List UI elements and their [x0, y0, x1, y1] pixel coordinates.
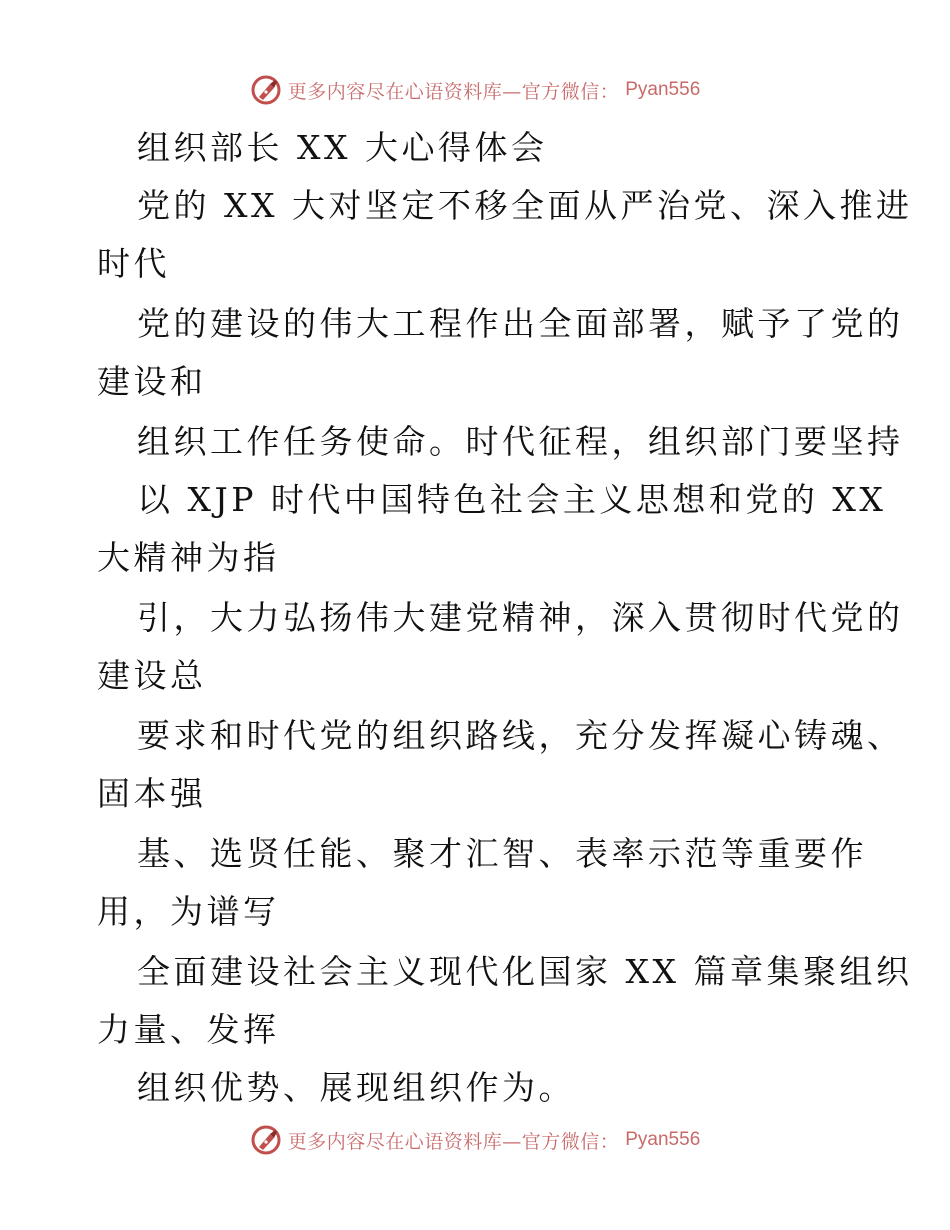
paragraph-line: 组织优势、展现组织作为。 [137, 1068, 575, 1107]
paragraph-line: 建设和 [97, 362, 207, 401]
paragraph-line: 党的建设的伟大工程作出全面部署，赋予了党的 [137, 304, 904, 343]
document-title: 组织部长 XX 大心得体会 [137, 128, 548, 167]
pen-nib-logo-icon [250, 1124, 282, 1156]
paragraph-line: 时代 [97, 244, 170, 283]
paragraph-line: 全面建设社会主义现代化国家 XX 篇章集聚组织 [137, 952, 913, 991]
paragraph-line: 要求和时代党的组织路线，充分发挥凝心铸魂、 [137, 716, 904, 755]
footer-banner [0, 1120, 950, 1160]
paragraph-line: 建设总 [97, 656, 207, 695]
paragraph-line: 力量、发挥 [97, 1010, 280, 1049]
header-banner [0, 70, 950, 110]
paragraph-line: 引，大力弘扬伟大建党精神，深入贯彻时代党的 [137, 598, 904, 637]
paragraph-line: 基、选贤任能、聚才汇智、表率示范等重要作 [137, 834, 867, 873]
banner-wechat-id: Pyan556 [625, 79, 701, 100]
banner-text: 更多内容尽在心语资料库—官方微信： [287, 80, 620, 103]
paragraph-line: 以 XJP 时代中国特色社会主义思想和党的 XX [137, 480, 887, 519]
banner-wechat-id: Pyan556 [625, 1129, 701, 1150]
paragraph-line: 固本强 [97, 774, 207, 813]
paragraph-line: 用，为谱写 [97, 892, 280, 931]
paragraph-line: 组织工作任务使命。时代征程，组织部门要坚持 [137, 422, 904, 461]
banner-text: 更多内容尽在心语资料库—官方微信： [287, 1130, 620, 1153]
paragraph-line: 党的 XX 大对坚定不移全面从严治党、深入推进 [137, 186, 913, 225]
paragraph-line: 大精神为指 [97, 538, 280, 577]
pen-nib-logo-icon [250, 74, 282, 106]
